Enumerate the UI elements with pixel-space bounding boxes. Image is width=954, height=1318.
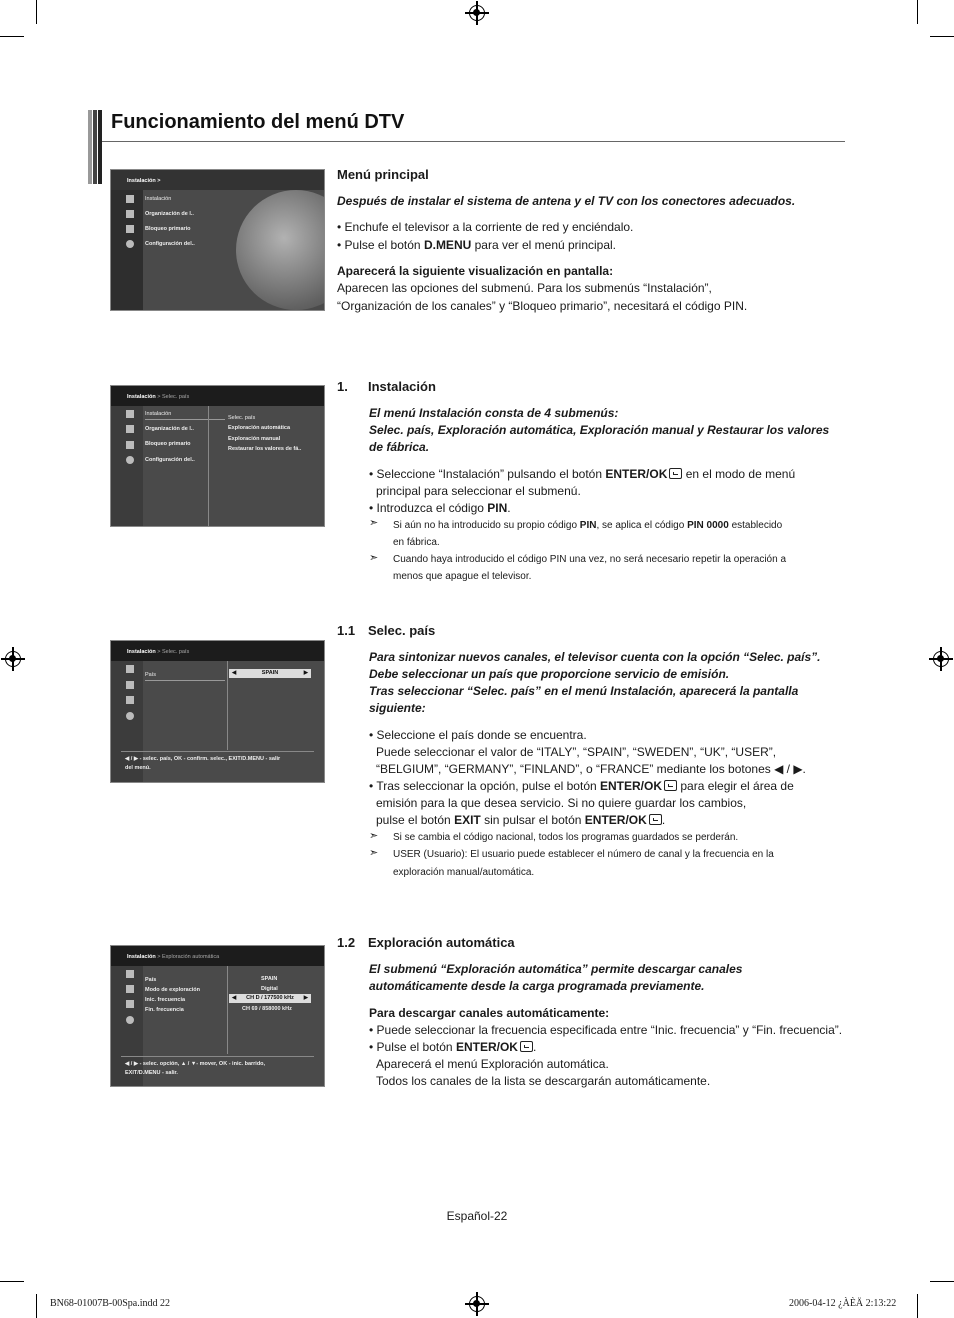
bullet-line: Aparecerá el menú Exploración automática.	[376, 1057, 609, 1071]
screen-header: Instalación > Exploración automática	[111, 946, 324, 966]
crop-mark	[36, 0, 37, 24]
bullet-line: pulse el botón EXIT sin pulsar el botón ENTER/OK .	[376, 813, 666, 827]
separator	[227, 966, 228, 1054]
menu-item: Modo de exploración	[145, 987, 201, 993]
crop-mark	[0, 36, 24, 37]
crop-mark	[917, 1294, 918, 1318]
arrow-left-icon: ◀	[232, 670, 237, 676]
page-number: Español-22	[446, 1209, 508, 1223]
intro-text: Tras seleccionar “Selec. país” en el menú Instalación, aparecerá la pantalla	[369, 684, 799, 698]
registration-mark-icon	[469, 1296, 485, 1312]
settings-icon	[126, 240, 134, 248]
settings-icon	[126, 1016, 134, 1024]
screenshot-installation	[110, 385, 325, 527]
channel-icon	[126, 985, 134, 993]
bullet: • Enchufe el televisor a la corriente de red y enciéndalo.	[337, 220, 634, 234]
frequency-selector	[229, 994, 311, 1003]
help-text: ◀ / ▶ - selec. país, OK - confirm. selec., EXIT/D.MENU - salir	[125, 756, 281, 762]
registration-mark-icon	[933, 651, 949, 667]
divider	[145, 419, 225, 420]
enter-icon	[669, 468, 682, 479]
menu-item: Inic. frecuencia	[145, 997, 186, 1003]
section-heading: Menú principal	[337, 167, 429, 182]
option-value: CH D / 177500 kHz	[246, 995, 294, 1001]
bullet: • Pulse el botón D.MENU para ver el menú principal.	[337, 238, 617, 252]
icon-column	[111, 190, 143, 310]
menu-item: Instalación	[145, 196, 172, 202]
submenu-item: Exploración automática	[228, 425, 291, 431]
menu-item: Instalación	[145, 411, 172, 417]
note-arrow-icon: ➣	[369, 517, 379, 529]
antenna-icon	[126, 970, 134, 978]
submenu-item: Restaurar los valores de fá..	[228, 446, 302, 452]
country-value: SPAIN	[261, 670, 279, 676]
bullet-line: “BELGIUM”, “GERMANY”, “FINLAND”, o “FRANCE” mediante los botones ◀ / ▶.	[376, 762, 806, 776]
intro-text: Selec. país, Exploración automática, Exploración manual y Restaurar los valores	[369, 423, 830, 437]
icon-column	[111, 406, 143, 526]
crop-mark	[917, 0, 918, 24]
section-heading: 1.2 Exploración automática	[337, 935, 515, 950]
menu-item: Bloqueo primario	[145, 441, 191, 447]
bullet-line: Puede seleccionar el valor de “ITALY”, “SPAIN”, “SWEDEN”, “UK”, “USER”,	[376, 745, 777, 759]
file-name: BN68-01007B-00Spa.indd 22	[50, 1298, 170, 1309]
lock-icon	[126, 225, 134, 233]
divider	[145, 680, 225, 681]
sub-heading: Para descargar canales automáticamente:	[369, 1006, 610, 1020]
registration-mark-icon	[469, 5, 485, 21]
crop-mark	[36, 1294, 37, 1318]
arrow-right-icon: ▶	[303, 670, 308, 676]
settings-icon	[126, 456, 134, 464]
note-arrow-icon: ➣	[369, 830, 379, 842]
display-heading: Aparecerá la siguiente visualización en pantalla:	[337, 264, 614, 278]
menu-item: País	[145, 977, 157, 983]
separator	[208, 406, 209, 526]
option-value: Digital	[261, 986, 278, 992]
print-date: 2006-04-12 ¿ÀÈÄ 2:13:22	[789, 1298, 897, 1309]
note: USER (Usuario): El usuario puede establecer el número de canal y la frecuencia en la	[393, 849, 774, 860]
channel-icon	[126, 210, 134, 218]
bullet: • Puede seleccionar la frecuencia especificada entre “Inic. frecuencia” y “Fin. frecuencia”.	[369, 1023, 843, 1037]
intro-text: de fábrica.	[369, 440, 430, 454]
page-title: Funcionamiento del menú DTV	[111, 111, 405, 133]
menu-item: Configuración del..	[145, 241, 195, 247]
submenu-item: Exploración manual	[228, 436, 281, 442]
footer-divider	[121, 751, 314, 752]
screen-header: Instalación > Selec. país	[111, 386, 324, 406]
arrow-left-icon: ◀	[232, 995, 237, 1001]
menu-item: País	[145, 672, 157, 678]
settings-icon	[126, 712, 134, 720]
intro-text: Para sintonizar nuevos canales, el televisor cuenta con la opción “Selec. país”.	[369, 650, 821, 664]
antenna-icon	[126, 410, 134, 418]
note-arrow-icon: ➣	[369, 552, 379, 564]
option-value: SPAIN	[261, 976, 278, 982]
lock-icon	[126, 441, 134, 449]
bullet: • Seleccione “Instalación” pulsando el botón ENTER/OK en el modo de menú	[369, 467, 796, 481]
menu-item: Organización de l..	[145, 426, 194, 432]
note: Si se cambia el código nacional, todos los programas guardados se perderán.	[393, 832, 739, 843]
intro-text: Debe seleccionar un país que proporcione servicio de emisión.	[369, 667, 730, 681]
intro-text: automáticamente desde la carga programada previamente.	[369, 979, 705, 993]
screenshot-country-select	[110, 640, 325, 783]
screenshot-main-menu	[110, 169, 325, 311]
channel-icon	[126, 681, 134, 689]
arrow-right-icon: ▶	[303, 995, 308, 1001]
bullet-line: emisión para la que desea servicio. Si no quiere guardar los cambios,	[376, 796, 747, 810]
paragraph-line: “Organización de los canales” y “Bloqueo primario”, necesitará el código PIN.	[337, 299, 748, 313]
note: Cuando haya introducido el código PIN una vez, no será necesario repetir la operación a	[393, 554, 787, 565]
registration-mark-icon	[5, 651, 21, 667]
intro-text: siguiente:	[369, 701, 426, 715]
enter-icon	[520, 1041, 533, 1052]
lock-icon	[126, 1000, 134, 1008]
paragraph-line: Aparecen las opciones del submenú. Para los submenús “Instalación”,	[337, 281, 712, 295]
help-text: EXIT/D.MENU - salir.	[125, 1070, 178, 1076]
note-arrow-icon: ➣	[369, 847, 379, 859]
bullet: • Tras seleccionar la opción, pulse el botón ENTER/OK para elegir el área de	[369, 779, 794, 793]
note-line: menos que apague el televisor.	[393, 571, 532, 582]
section-heading: 1. Instalación	[337, 379, 436, 394]
enter-icon	[664, 780, 677, 791]
menu-item: Fin. frecuencia	[145, 1007, 184, 1013]
crop-mark	[0, 1281, 24, 1282]
title-rule	[102, 141, 845, 142]
intro-text: El submenú “Exploración automática” permite descargar canales	[369, 962, 743, 976]
note-line: exploración manual/automática.	[393, 867, 535, 878]
screen-header: Instalación > Selec. país	[111, 641, 324, 661]
option-value: CH 69 / 858000 kHz	[242, 1006, 292, 1012]
intro-text: Después de instalar el sistema de antena y el TV con los conectores adecuados.	[337, 194, 796, 208]
antenna-icon	[126, 195, 134, 203]
antenna-icon	[126, 665, 134, 673]
channel-icon	[126, 425, 134, 433]
bullet-line: principal para seleccionar el submenú.	[376, 484, 581, 498]
section-heading: 1.1 Selec. país	[337, 623, 436, 638]
bullet-line: Todos los canales de la lista se descargarán automáticamente.	[376, 1074, 711, 1088]
crop-mark	[930, 36, 954, 37]
screenshot-auto-scan	[110, 945, 325, 1087]
enter-icon	[649, 814, 662, 825]
help-text: del menú.	[125, 765, 151, 771]
lock-icon	[126, 696, 134, 704]
menu-item: Configuración del..	[145, 457, 195, 463]
screen-header: Instalación >	[111, 170, 324, 190]
separator	[227, 661, 228, 750]
menu-item: Bloqueo primario	[145, 226, 191, 232]
submenu-item: Selec. país	[228, 415, 256, 421]
help-text: ◀ / ▶ - selec. opción, ▲ / ▼- mover, OK - inic. barrido,	[125, 1061, 266, 1067]
country-selector	[229, 669, 311, 678]
bullet: • Introduzca el código PIN.	[369, 501, 511, 515]
title-decoration	[88, 110, 102, 184]
bullet: • Seleccione el país donde se encuentra.	[369, 728, 587, 742]
note: Si aún no ha introducido su propio código PIN, se aplica el código PIN 0000 establecido	[393, 520, 783, 531]
menu-item: Organización de l..	[145, 211, 194, 217]
intro-text: El menú Instalación consta de 4 submenús:	[369, 406, 619, 420]
screen-gloss	[236, 190, 325, 310]
crop-mark	[930, 1281, 954, 1282]
footer-divider	[121, 1056, 314, 1057]
note-line: en fábrica.	[393, 537, 440, 548]
bullet: • Pulse el botón ENTER/OK .	[369, 1040, 537, 1054]
